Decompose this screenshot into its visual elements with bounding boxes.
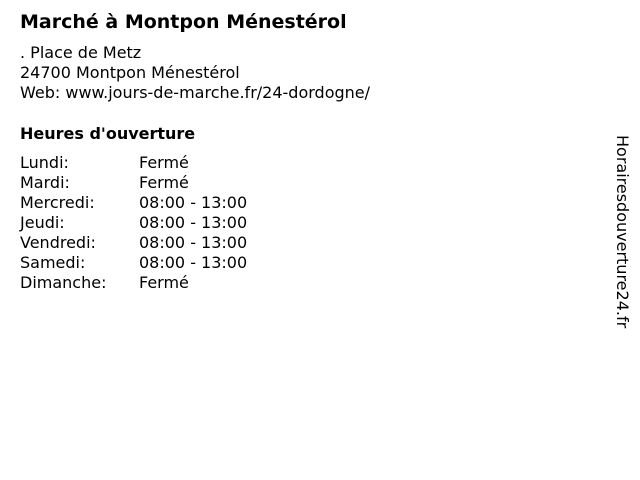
address-block (20, 43, 370, 103)
day-label: Lundi: (20, 153, 69, 172)
day-hours: 08:00 - 13:00 (139, 193, 248, 212)
page-title: Marché à Montpon Ménestérol (20, 11, 347, 33)
day-label: Vendredi: (20, 233, 96, 252)
day-label: Samedi: (20, 253, 86, 272)
hours-row-tuesday (20, 173, 320, 193)
hours-heading: Heures d'ouverture (20, 124, 196, 143)
day-label: Mercredi: (20, 193, 95, 212)
day-hours: 08:00 - 13:00 (139, 253, 248, 272)
side-brand-watermark: Horairesdouverture24.fr (613, 135, 632, 329)
address-city: 24700 Montpon Ménestérol (20, 63, 240, 82)
hours-table (20, 153, 320, 293)
day-hours: Fermé (139, 153, 189, 172)
day-hours: 08:00 - 13:00 (139, 213, 248, 232)
day-label: Mardi: (20, 173, 70, 192)
day-label: Jeudi: (20, 213, 65, 232)
day-hours: 08:00 - 13:00 (139, 233, 248, 252)
hours-row-sunday (20, 273, 320, 293)
hours-row-saturday (20, 253, 320, 273)
day-hours: Fermé (139, 273, 189, 292)
hours-row-friday (20, 233, 320, 253)
day-label: Dimanche: (20, 273, 107, 292)
hours-row-thursday (20, 213, 320, 233)
hours-row-monday (20, 153, 320, 173)
address-web: Web: www.jours-de-marche.fr/24-dordogne/ (20, 83, 371, 102)
address-street: . Place de Metz (20, 43, 142, 62)
day-hours: Fermé (139, 173, 189, 192)
hours-row-wednesday (20, 193, 320, 213)
